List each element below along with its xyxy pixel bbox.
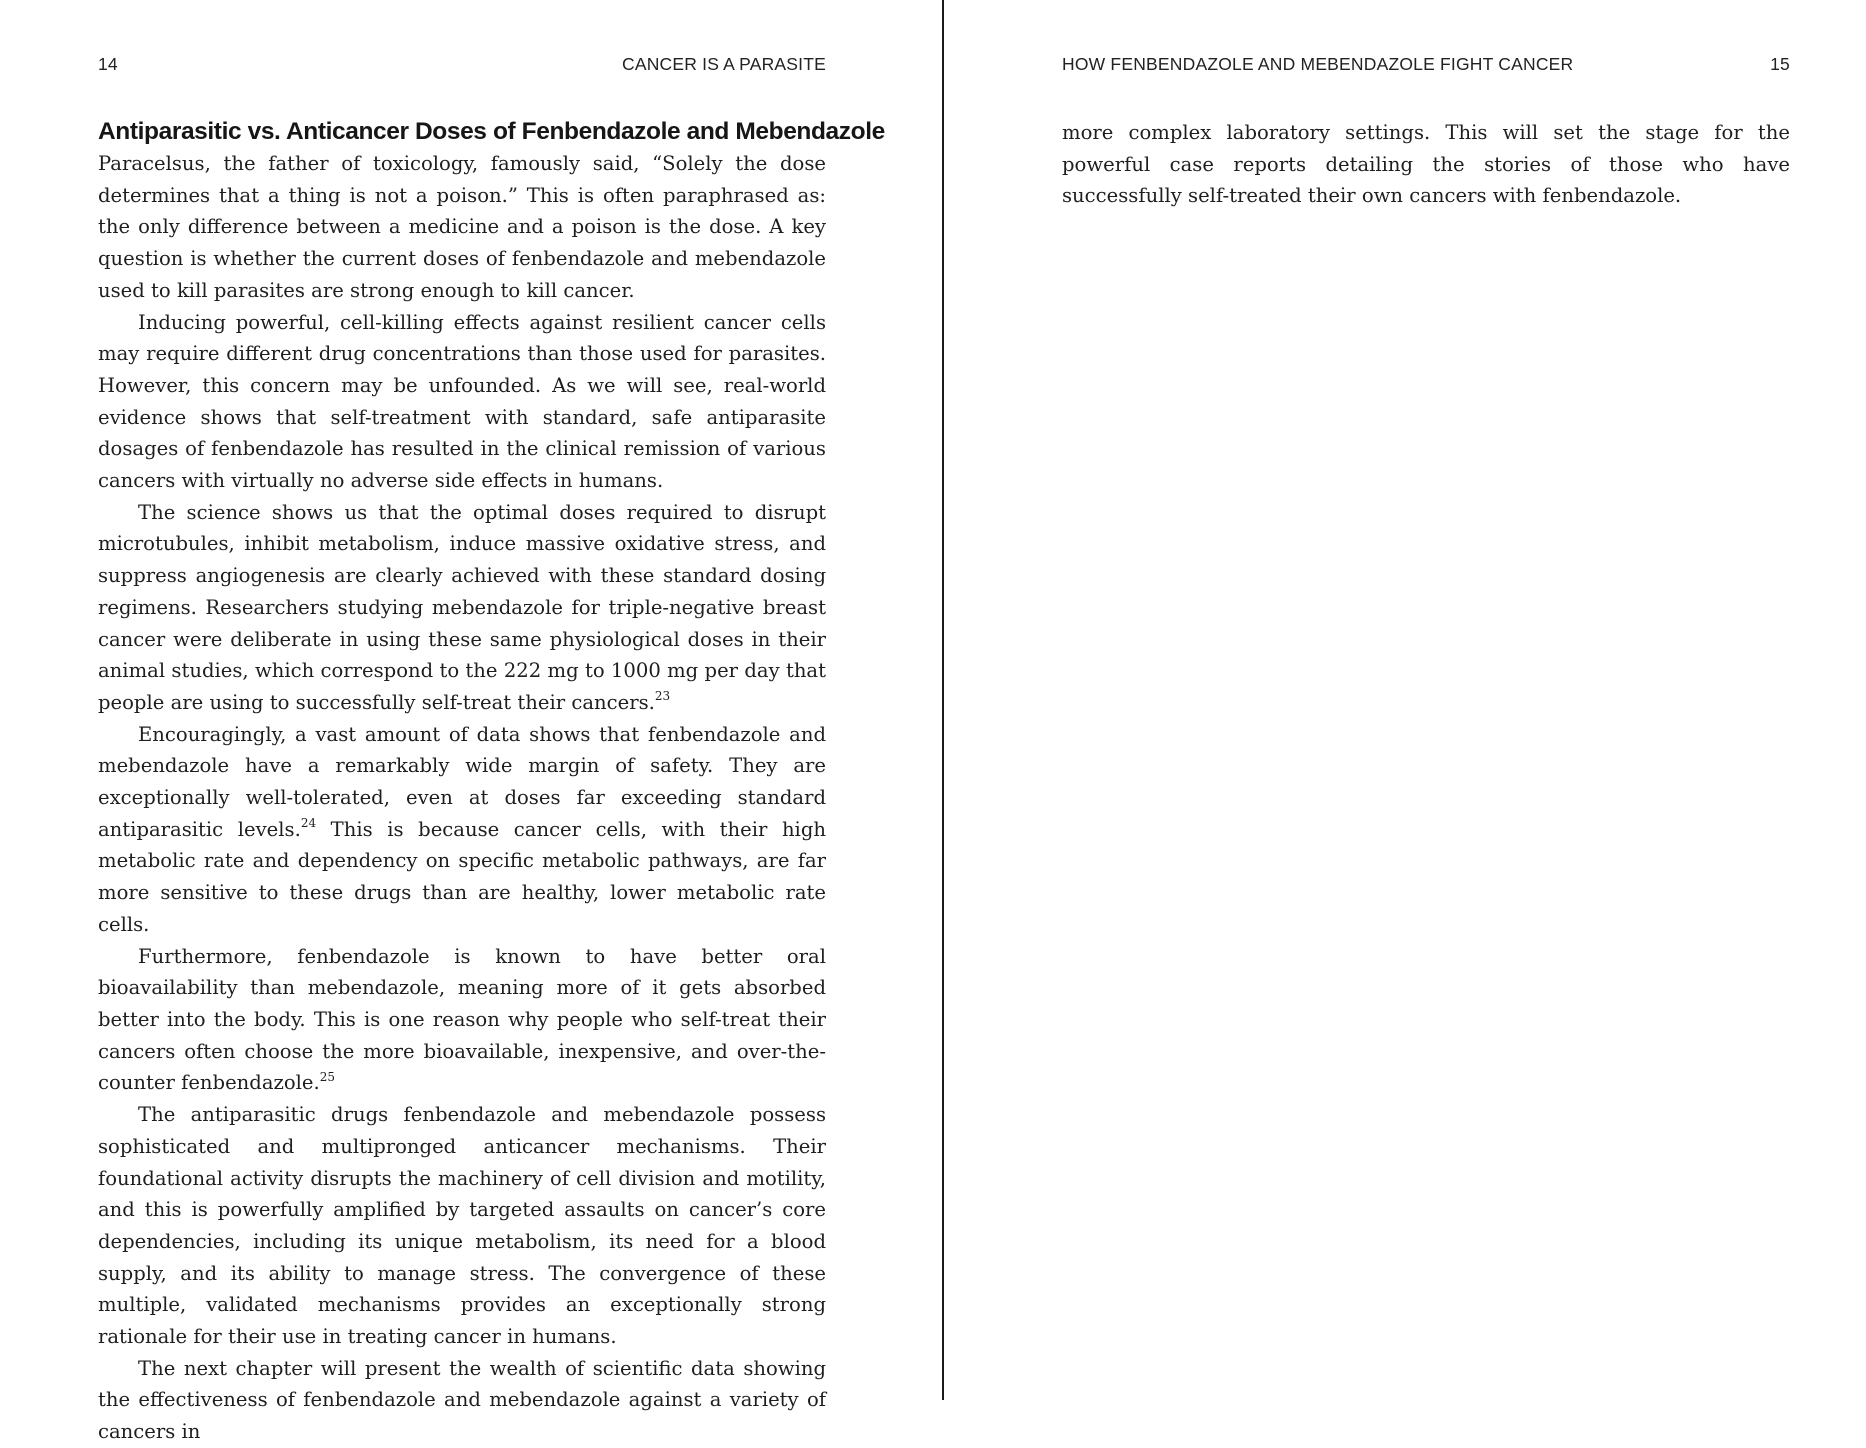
running-head-title: CANCER IS A PARASITE [621, 54, 826, 74]
left-running-head [98, 54, 826, 76]
paragraph [98, 1353, 826, 1448]
right-running-head [1062, 54, 1790, 76]
paragraph-text: Paracelsus, the father of toxicology, famously said, “Solely the dose determines that a thing is not a poison.” This is often paraphrased as: the only difference between a medicine and a poison is the dose. A key question is whether the current doses of fenbendazole and mebendazole used to kill parasites are strong enough to kill cancer. [98, 152, 826, 302]
right-page [1062, 0, 1790, 1400]
footnote-reference[interactable]: 25 [319, 1069, 336, 1084]
footnote-reference[interactable]: 24 [300, 816, 317, 831]
right-body-text [1062, 117, 1790, 212]
paragraph-text: This is because cancer cells, with their high metabolic rate and dependency on specific metabolic pathways, are far more sensitive to these drugs than are healthy, lower metabolic rate cells. [98, 817, 826, 936]
page-gutter-divider [942, 0, 944, 1400]
paragraph-text: Encouragingly, a vast amount of data shows that fenbendazole and mebendazole have a remarkably wide margin of safety. They are exceptionally well-tolerated, even at doses far exceeding standard antiparasitic levels. [98, 722, 826, 841]
paragraph [98, 307, 826, 497]
paragraph-text: The next chapter will present the wealth of scientific data showing the effectiveness of fenbendazole and mebendazole against a variety of cancers in [98, 1356, 826, 1444]
paragraph [98, 1099, 826, 1353]
paragraph-text: The science shows us that the optimal doses required to disrupt microtubules, inhibit metabolism, induce massive oxidative stress, and suppress angiogenesis are clearly achieved with these standard dosing regimens. Researchers studying mebendazole for triple-negative breast cancer were deliberate in using these same physiological doses in their animal studies, which correspond to the 222 mg to 1000 mg per day that people are using to successfully self-treat their cancers. [98, 500, 826, 714]
page-number: 15 [1770, 54, 1790, 74]
paragraph-text: Inducing powerful, cell-killing effects against resilient cancer cells may require different drug concentrations than those used for parasites. However, this concern may be unfounded. As we will see, real-world evidence shows that self-treatment with standard, safe antiparasite dosages of fenbendazole has resulted in the clinical remission of various cancers with virtually no adverse side effects in humans. [98, 310, 826, 493]
running-head-title: HOW FENBENDAZOLE AND MEBENDAZOLE FIGHT CANCER [1062, 54, 1574, 74]
section-heading: Antiparasitic vs. Anticancer Doses of Fenbendazole and Mebendazole [98, 118, 885, 145]
footnote-reference[interactable]: 23 [654, 689, 671, 704]
paragraph [98, 719, 826, 941]
paragraph-text: Furthermore, fenbendazole is known to have better oral bioavailability than mebendazole, meaning more of it gets absorbed better into the body. This is one reason why people who self-treat their cancers often choose the more bioavailable, inexpensive, and over-the-counter fenbendazole. [98, 944, 826, 1095]
paragraph [98, 497, 826, 719]
left-page [98, 0, 885, 1444]
left-body-text [98, 116, 885, 1448]
paragraph-text: more complex laboratory settings. This will set the stage for the powerful case reports detailing the stories of those who have successfully self-treated their own cancers with fenbendazole. [1062, 121, 1790, 208]
paragraph [98, 941, 826, 1100]
paragraph-text: The antiparasitic drugs fenbendazole and mebendazole possess sophisticated and multipronged anticancer mechanisms. Their foundational activity disrupts the machinery of cell division and motility, and this is powerfully amplified by targeted assaults on cancer’s core dependencies, including its unique metabolism, its need for a blood supply, and its ability to manage stress. The convergence of these multiple, validated mechanisms provides an exceptionally strong rationale for their use in treating cancer in humans. [98, 1103, 826, 1349]
page-number: 14 [98, 54, 118, 74]
paragraph [98, 148, 826, 307]
paragraph [1062, 117, 1790, 212]
